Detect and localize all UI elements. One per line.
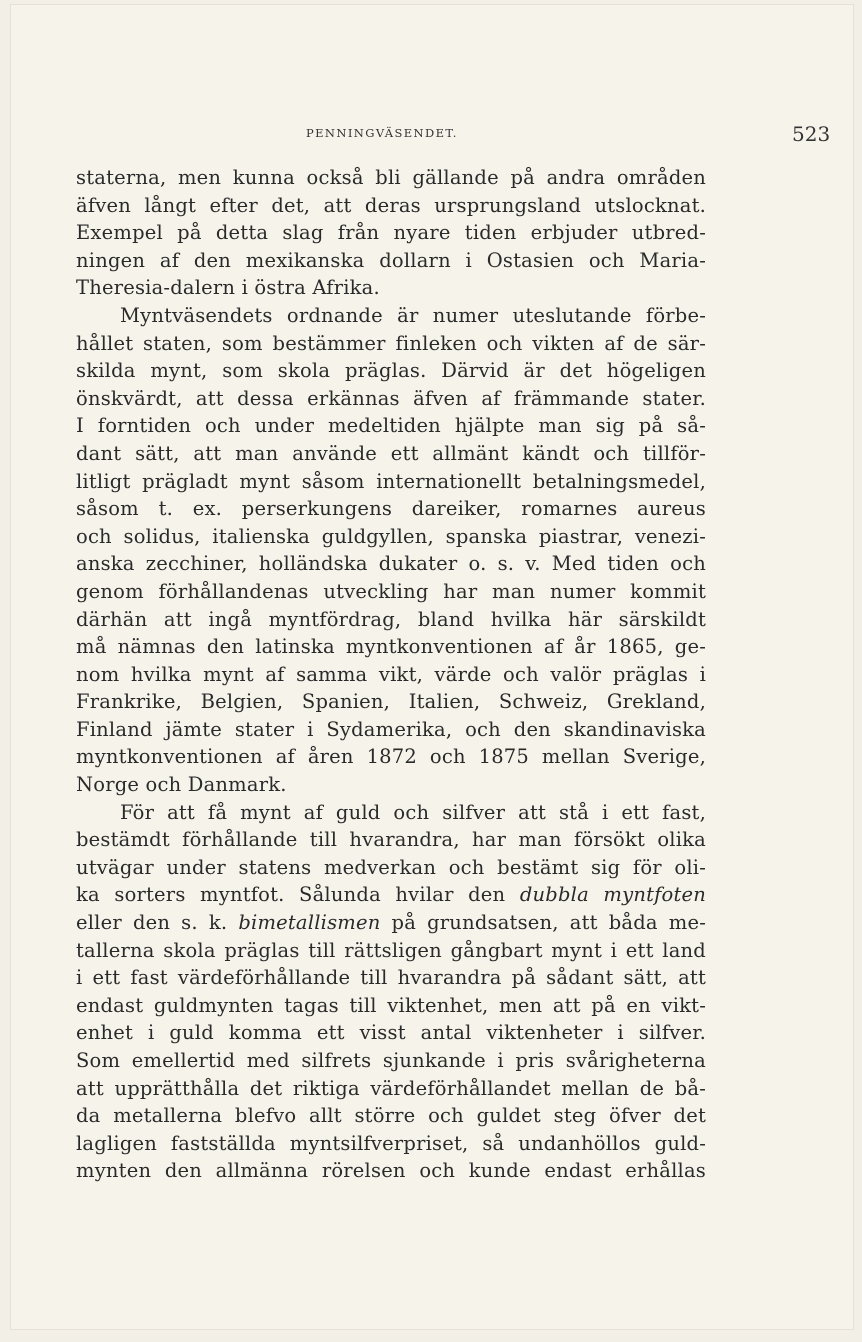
text-line: Exempel på detta slag från nyare tiden erbjuder utbred- <box>76 221 706 245</box>
text-line: da metallerna blefvo allt större och guldet steg öfver det <box>76 1104 706 1128</box>
text-line: För att få mynt af guld och silfver att stå i ett fast, <box>120 800 706 824</box>
emphasized-term: dubbla myntfoten <box>519 883 707 907</box>
running-title: PENNINGVÄSENDET. <box>306 126 458 140</box>
text-line: I forntiden och under medeltiden hjälpte man sig på så- <box>76 414 706 438</box>
text-segment: ka sorters myntfot. Sålunda hvilar den <box>76 883 520 907</box>
text-line: i ett fast värdeförhållande till hvarandra på sådant sätt, att <box>76 966 706 990</box>
text-line <box>76 909 706 937</box>
text-line: ningen af den mexikanska dollarn i Ostasien och Maria- <box>76 248 706 272</box>
text-line: äfven långt efter det, att deras ursprungsland utslocknat. <box>76 193 706 217</box>
text-line: bestämdt förhållande till hvarandra, har man försökt olika <box>76 828 706 852</box>
text-line: hållet staten, som bestämmer finleken och vikten af de sär- <box>76 331 706 355</box>
text-line: myntkonventionen af åren 1872 och 1875 mellan Sverige, <box>76 745 706 769</box>
text-line: dant sätt, att man använde ett allmänt kändt och tillför- <box>76 441 706 465</box>
text-line: lagligen fastställda myntsilfverpriset, så undanhöllos guld- <box>76 1131 706 1155</box>
text-line: skilda mynt, som skola präglas. Därvid är det högeligen <box>76 359 706 383</box>
text-line: önskvärdt, att dessa erkännas äfven af främmande stater. <box>76 386 706 410</box>
body-text <box>76 164 706 1185</box>
text-line: litligt prägladt mynt såsom internationellt betalningsmedel, <box>76 469 706 493</box>
text-line: Finland jämte stater i Sydamerika, och den skandinaviska <box>76 717 706 741</box>
text-line: Frankrike, Belgien, Spanien, Italien, Schweiz, Grekland, <box>76 690 706 714</box>
text-line: enhet i guld komma ett visst antal viktenheter i silfver. <box>76 1021 706 1045</box>
text-line: därhän att ingå myntfördrag, bland hvilka här särskildt <box>76 607 706 631</box>
text-line: staterna, men kunna också bli gällande på andra områden <box>76 166 706 189</box>
text-segment: på grundsatsen, att båda me- <box>380 911 707 935</box>
text-line: Som emellertid med silfrets sjunkande i pris svårigheterna <box>76 1049 706 1072</box>
text-line: nom hvilka mynt af samma vikt, värde och valör präglas i <box>76 662 706 686</box>
text-line <box>76 881 706 909</box>
text-line: att upprätthålla det riktiga värdeförhållandet mellan de bå- <box>76 1076 706 1100</box>
text-line: såsom t. ex. perserkungens dareiker, romarnes aureus <box>76 497 706 521</box>
text-line: tallerna skola präglas till rättsligen gångbart mynt i ett land <box>76 938 706 962</box>
page-number: 523 <box>792 122 831 146</box>
text-segment: eller den s. k. <box>76 911 239 935</box>
page-header <box>10 122 854 146</box>
text-line: Myntväsendets ordnande är numer uteslutande förbe- <box>120 303 706 327</box>
text-line: må nämnas den latinska myntkonventionen af år 1865, ge- <box>76 635 706 659</box>
text-line: endast guldmynten tagas till viktenhet, men att på en vikt- <box>76 993 706 1017</box>
text-line: och solidus, italienska guldgyllen, spanska piastrar, venezi- <box>76 524 706 548</box>
text-line: Theresia-dalern i östra Afrika. <box>76 276 380 300</box>
text-line: utvägar under statens medverkan och bestämt sig för oli- <box>76 855 706 879</box>
text-line: genom förhållandenas utveckling har man numer kommit <box>76 579 706 603</box>
emphasized-term: bimetallismen <box>238 911 381 935</box>
book-page <box>10 4 854 1330</box>
text-line: Norge och Danmark. <box>76 773 287 797</box>
text-line: anska zecchiner, holländska dukater o. s. v. Med tiden och <box>76 552 706 576</box>
text-line: mynten den allmänna rörelsen och kunde endast erhållas <box>76 1159 706 1183</box>
